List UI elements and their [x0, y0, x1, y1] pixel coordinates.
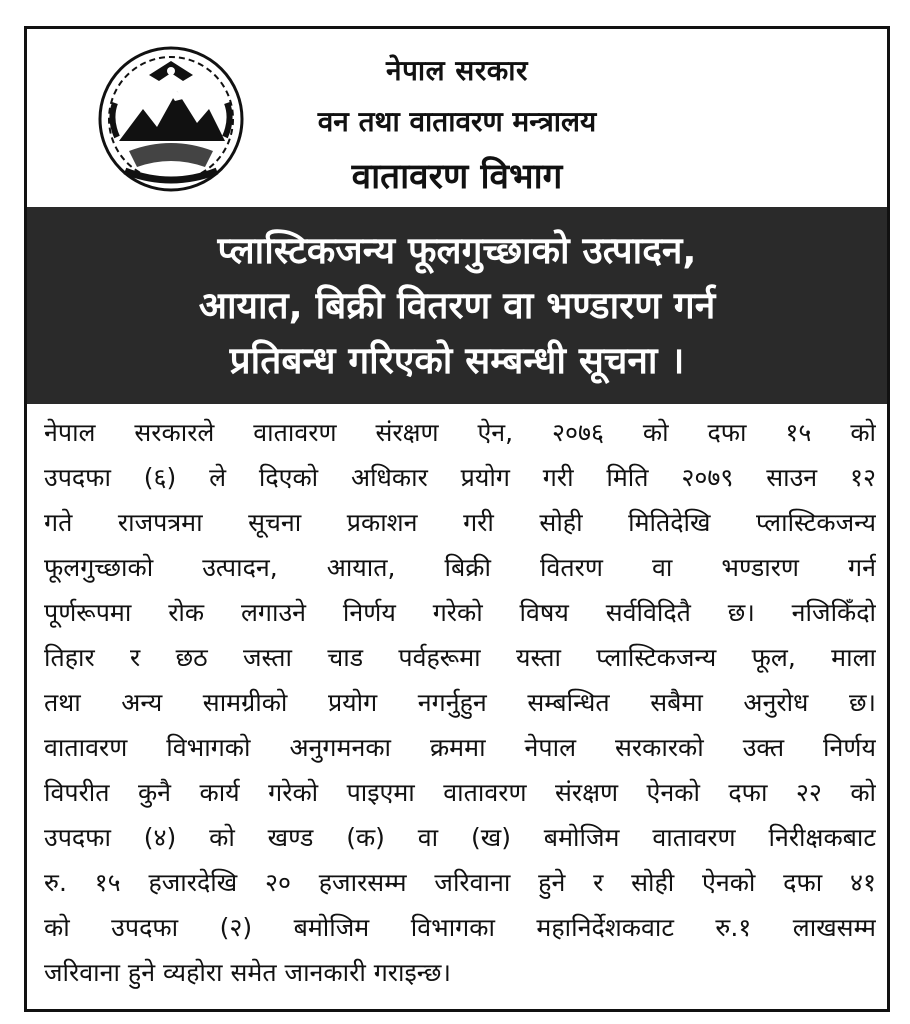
body-line: जरिवाना हुने व्यहोरा समेत जानकारी गराइन्छ।: [44, 958, 451, 987]
body-line: तथा अन्य सामग्रीको प्रयोग नगर्नुहुन सम्बन्धित सबैमा अनुरोध छ।: [44, 688, 876, 717]
notice-header: [27, 29, 887, 207]
notice-body: [44, 410, 876, 995]
body-line: गते राजपत्रमा सूचना प्रकाशन गरी सोही मितिदेखि प्लास्टिकजन्य: [44, 508, 876, 537]
body-line: वातावरण विभागको अनुगमनका क्रममा नेपाल सरकारको उक्त निर्णय: [44, 733, 876, 762]
body-line: विपरीत कुनै कार्य गरेको पाइएमा वातावरण संरक्षण ऐनको दफा २२ को: [44, 778, 876, 807]
ministry-name: वन तथा वातावरण मन्त्रालय: [317, 105, 597, 138]
department-name: वातावरण विभाग: [351, 157, 563, 197]
notice-title-line: आयात, बिक्री वितरण वा भण्डारण गर्न: [198, 284, 716, 327]
notice-title-line: प्रतिबन्ध गरिएको सम्बन्धी सूचना ।: [229, 339, 685, 382]
body-line: नेपाल सरकारले वातावरण संरक्षण ऐन, २०७६ को दफा १५ को: [44, 418, 876, 447]
government-name: नेपाल सरकार: [385, 54, 529, 87]
notice-title-line: प्लास्टिकजन्य फूलगुच्छाको उत्पादन,: [217, 229, 697, 272]
body-line: उपदफा (४) को खण्ड (क) वा (ख) बमोजिम वातावरण निरीक्षकबाट: [44, 823, 876, 852]
body-line: फूलगुच्छाको उत्पादन, आयात, बिक्री वितरण वा भण्डारण गर्न: [44, 553, 876, 582]
body-line: उपदफा (६) ले दिएको अधिकार प्रयोग गरी मिति २०७९ साउन १२: [44, 463, 876, 492]
body-line: तिहार र छठ जस्ता चाड पर्वहरूमा यस्ता प्लास्टिकजन्य फूल, माला: [44, 643, 876, 672]
notice-frame: [24, 26, 890, 1012]
body-line: को उपदफा (२) बमोजिम विभागका महानिर्देशकवाट रु.१ लाखसम्म: [44, 913, 876, 942]
body-line: पूर्णरूपमा रोक लगाउने निर्णय गरेको विषय सर्वविदितै छ। नजिकिँदो: [44, 598, 876, 627]
body-line: रु. १५ हजारदेखि २० हजारसम्म जरिवाना हुने र सोही ऐनको दफा ४१: [44, 868, 876, 897]
notice-title-band: [27, 207, 887, 404]
